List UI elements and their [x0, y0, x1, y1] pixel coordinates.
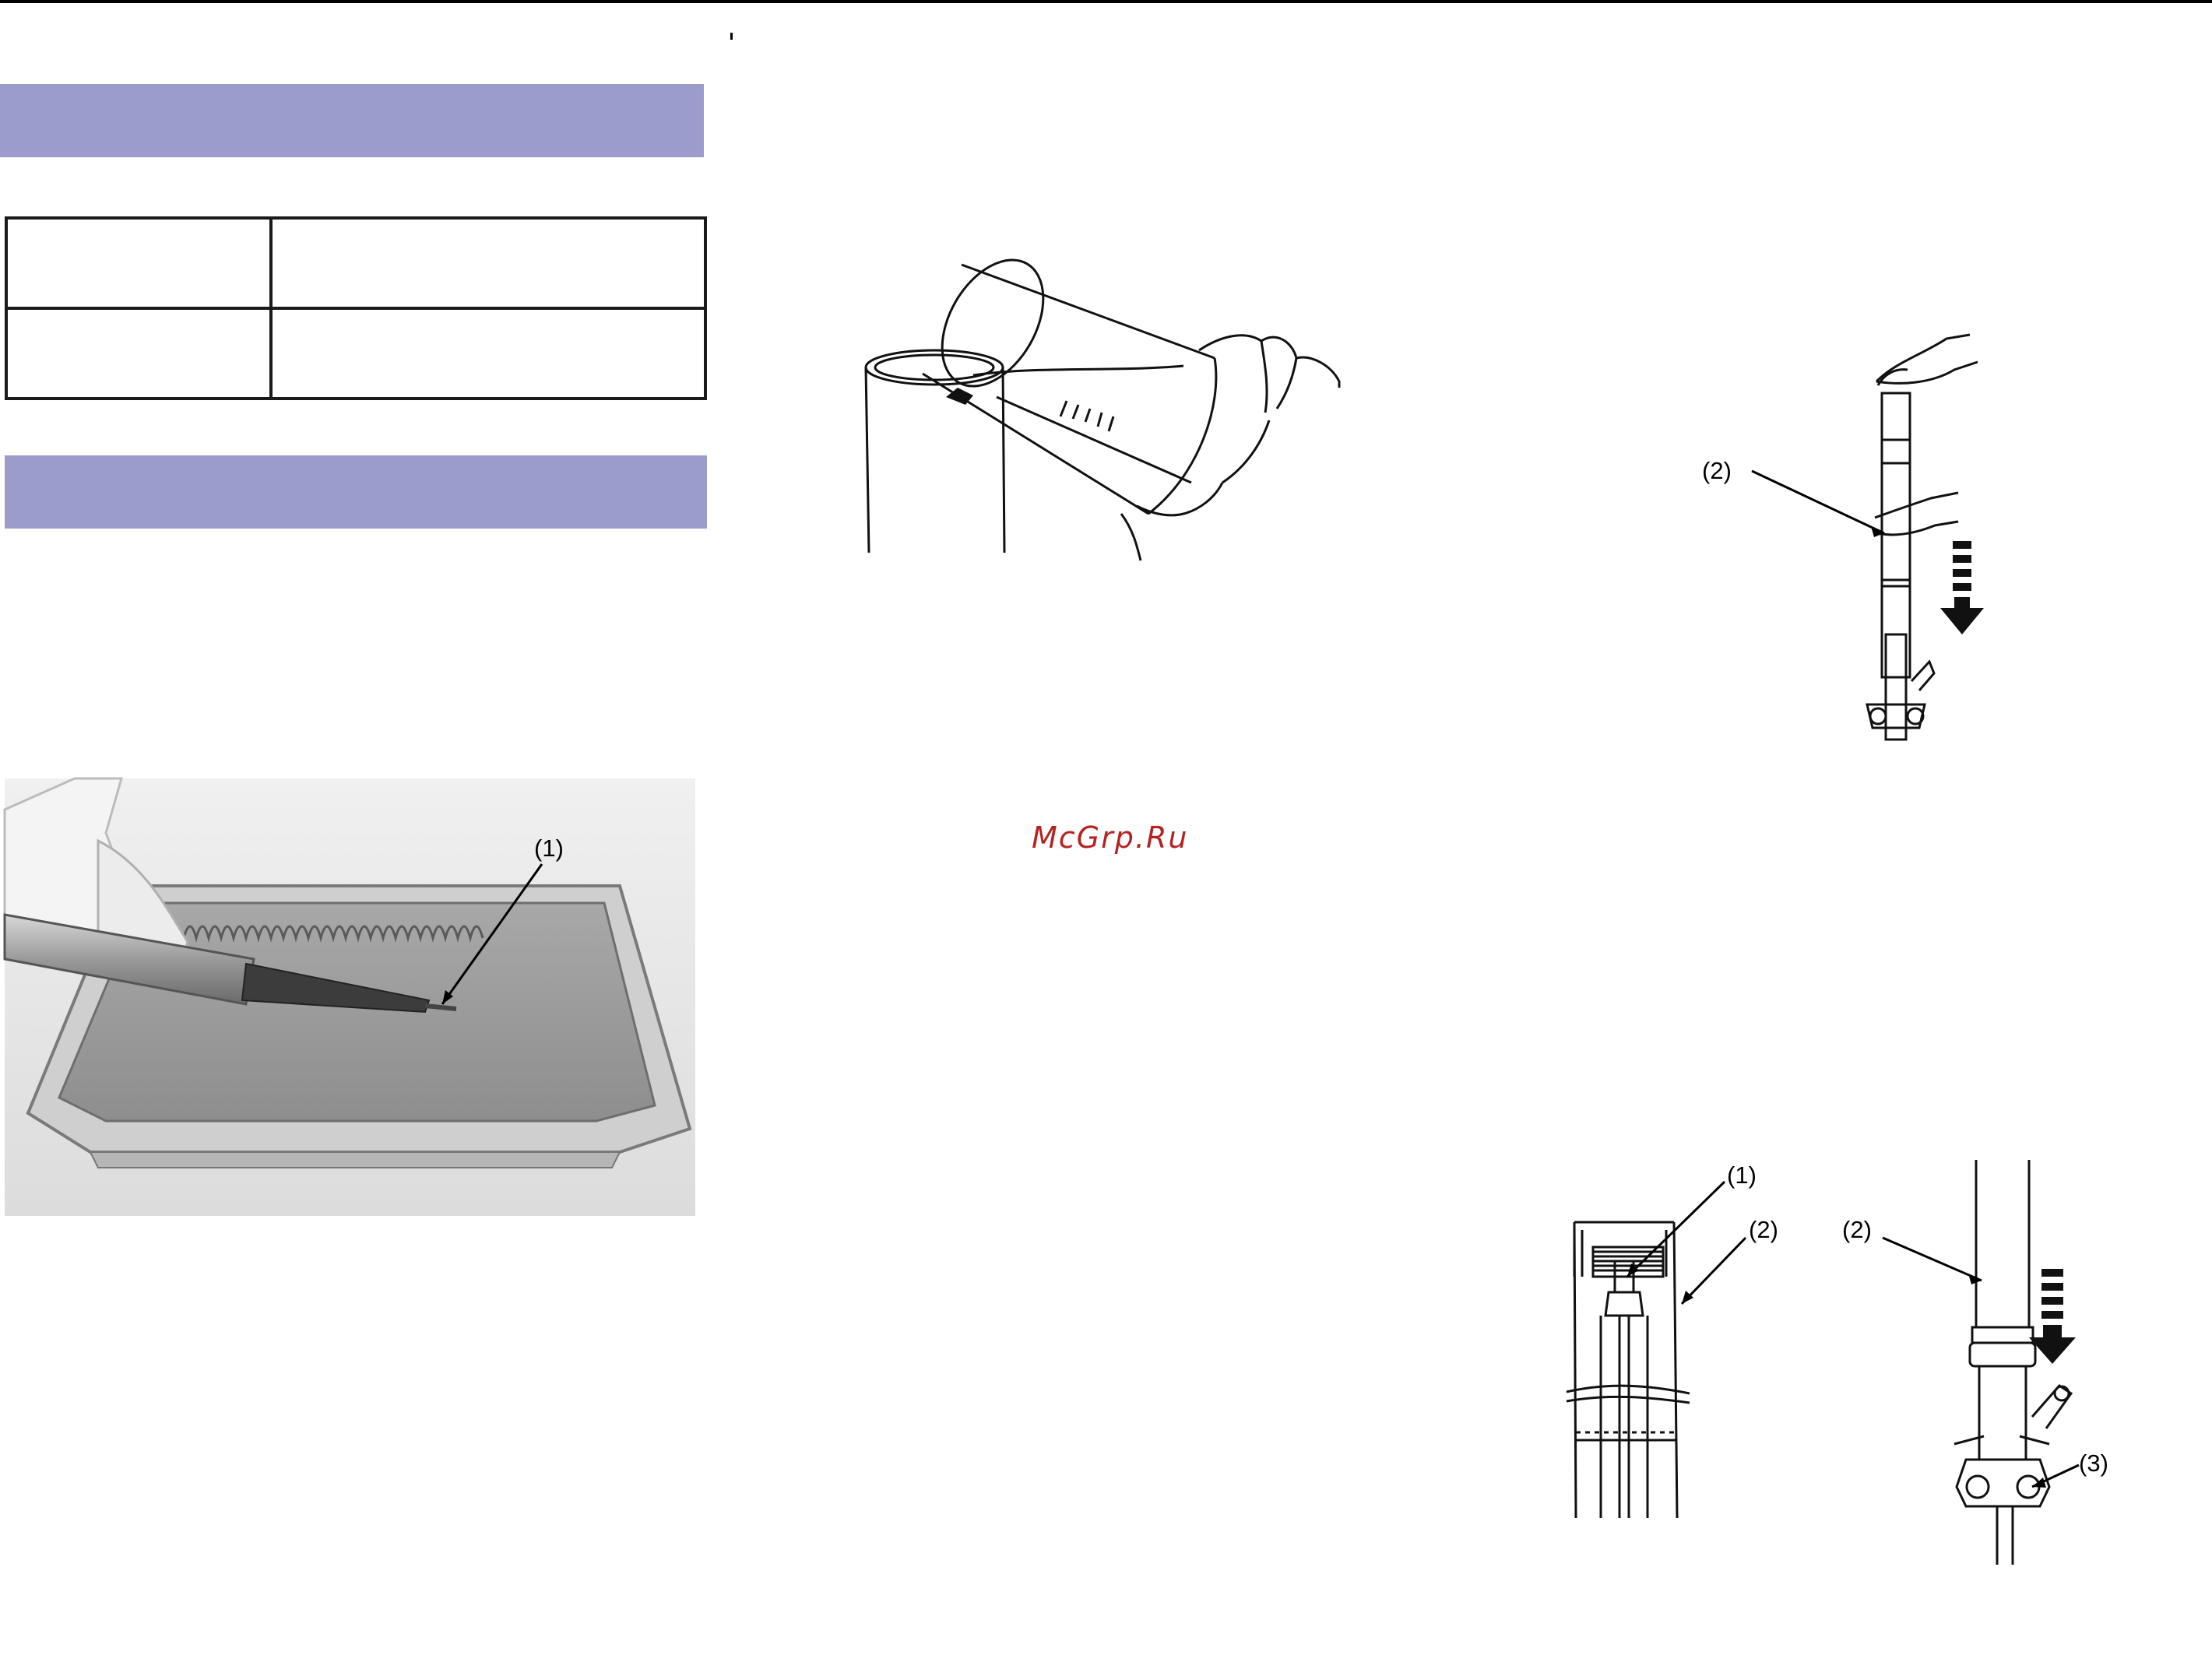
spec-label: [6, 308, 271, 399]
column-tick: [730, 33, 733, 40]
fork-compress-illustration-upper: [1697, 307, 2024, 751]
spec-value: [271, 308, 705, 399]
table-row: [6, 218, 705, 308]
callout-2: (2): [1749, 1216, 1778, 1243]
callout-2: (2): [1702, 457, 1732, 484]
callout-1: (1): [1727, 1161, 1757, 1189]
pour-oil-illustration: [856, 249, 1355, 576]
drain-tray-photo: [5, 778, 695, 1216]
callout-1: (1): [534, 834, 564, 862]
spec-value: [271, 218, 705, 308]
watermark: McGrp.Ru: [1032, 820, 1189, 855]
spec-table: [5, 216, 707, 400]
section-banner-2: [5, 455, 707, 529]
callout-2: (2): [1842, 1216, 1872, 1243]
drain-tray-photo-art: [5, 778, 695, 1216]
fork-cutaway-illustration: [1565, 1160, 1814, 1526]
section-banner-1: [0, 84, 704, 157]
callout-3: (3): [2079, 1449, 2108, 1477]
table-row: [6, 308, 705, 399]
spec-label: [6, 218, 271, 308]
fork-compress-illustration-lower: [1842, 1160, 2141, 1580]
top-rule: [0, 0, 2212, 3]
